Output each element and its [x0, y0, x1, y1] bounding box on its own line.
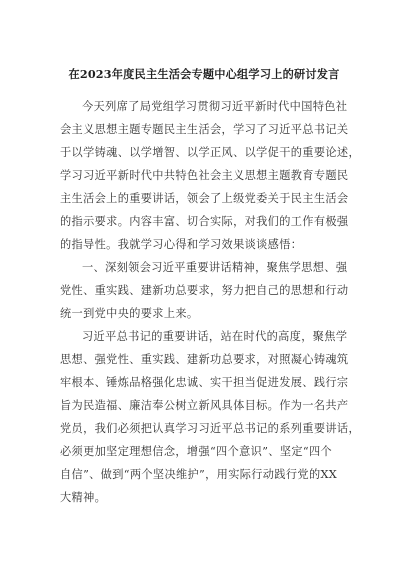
paragraph-line: 学习习近平新时代中共特色社会主义思想主题教育专题民: [60, 169, 349, 182]
paragraph-line: 统一到党中央的要求上来。: [60, 307, 199, 320]
paragraph-line: 大精神。: [60, 491, 107, 504]
paragraph-line: 一、深刻领会习近平重要讲话精神，聚焦学思想、强: [82, 261, 348, 274]
paragraph-line: 的指导性。我就学习心得和学习效果谈谈感悟：: [60, 238, 303, 251]
paragraph-line: 会主义思想主题专题民主生活会，学习了习近平总书记关: [60, 123, 349, 136]
paragraph-line: 思想、强党性、重实践、建新功总要求，对照凝心铸魂筑: [60, 353, 349, 366]
paragraph-line: 自信”、做到“两个坚决维护”，用实际行动践行党的XX: [60, 468, 338, 481]
document-title: 在2023年度民主生活会专题中心组学习上的研讨发言: [68, 67, 340, 81]
paragraph-line: 必须更加坚定理想信念，增强“四个意识”、坚定“四个: [60, 445, 333, 458]
paragraph-line: 习近平总书记的重要讲话，站在时代的高度，聚焦学: [82, 330, 348, 343]
paragraph-line: 党性、重实践、建新功总要求，努力把自己的思想和行动: [60, 284, 349, 297]
paragraph-line: 牢根本、锤炼品格强化忠诚、实干担当促进发展、践行宗: [60, 376, 349, 389]
paragraph-line: 主生活会上的重要讲话，领会了上级党委关于民主生活会: [60, 192, 349, 205]
paragraph-line: 的指示要求。内容丰富、切合实际，对我们的工作有极强: [60, 215, 349, 228]
paragraph-line: 今天列席了局党组学习贯彻习近平新时代中国特色社: [82, 100, 348, 113]
paragraph-line: 旨为民造福、廉洁奉公树立新风具体目标。作为一名共产: [60, 399, 349, 412]
paragraph-line: 党员，我们必须把认真学习习近平总书记的系列重要讲话，: [60, 422, 360, 435]
paragraph-line: 于以学铸魂、以学增智、以学正风、以学促干的重要论述，: [60, 146, 360, 159]
